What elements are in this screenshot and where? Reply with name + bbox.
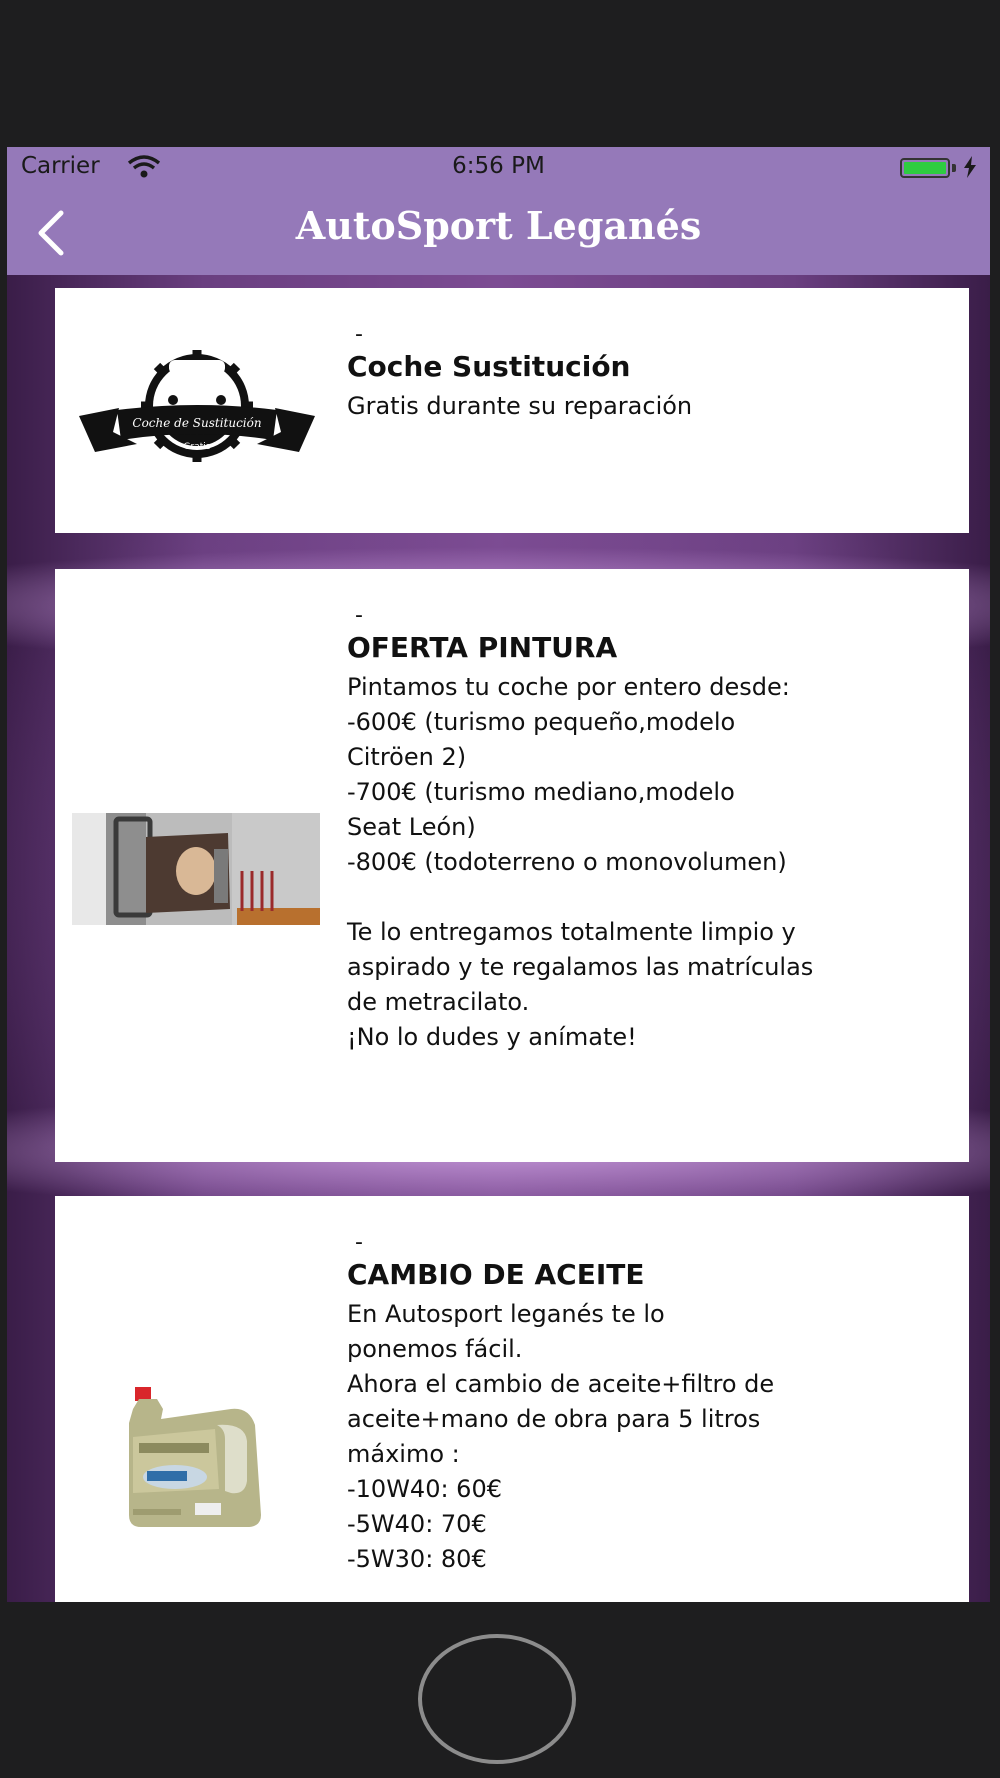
badge-subtext: Gratis <box>183 442 211 452</box>
card-dash: - <box>355 603 363 628</box>
car-paint-booth-photo <box>72 813 320 925</box>
offer-card-coche-sustitucion[interactable] <box>55 288 969 533</box>
card-title: Coche Sustitución <box>347 350 631 383</box>
replacement-car-badge-image <box>77 348 317 473</box>
offer-card-oferta-pintura[interactable] <box>55 569 969 1162</box>
card-description: Gratis durante su reparación <box>347 392 693 420</box>
app-screen <box>7 147 990 1602</box>
home-button[interactable] <box>418 1634 576 1764</box>
card-title: OFERTA PINTURA <box>347 631 618 664</box>
card-dash: - <box>355 322 363 347</box>
battery-cap <box>952 164 956 172</box>
offer-card-cambio-aceite[interactable] <box>55 1196 969 1602</box>
card-title: CAMBIO DE ACEITE <box>347 1258 645 1291</box>
bolt-icon <box>962 156 978 178</box>
card-text <box>347 1232 927 1577</box>
carrier-label: Carrier <box>21 153 100 179</box>
navigation-bar <box>7 147 990 275</box>
battery-icon <box>900 158 950 178</box>
card-description: Pintamos tu coche por entero desde: -600€ (turismo pequeño,modelo Citröen 2) -700€ (turismo mediano,modelo Seat León) -800€ (todoterreno o monovolumen) Te lo entregamos totalmente limpio y aspirado y te regalamos las matrículas de metracilato. ¡No lo dudes y anímate! <box>347 673 814 1051</box>
card-text <box>347 605 927 1055</box>
card-text <box>347 324 927 424</box>
status-bar <box>7 147 990 187</box>
badge-text: Coche de Sustitución <box>132 416 262 430</box>
card-description: En Autosport leganés te lo ponemos fácil. Ahora el cambio de aceite+filtro de aceite+mano de obra para 5 litros máximo : -10W40: 60€ -5W40: 70€ -5W30: 80€ <box>347 1300 775 1573</box>
battery-level <box>904 162 946 174</box>
status-time: 6:56 PM <box>452 153 545 179</box>
card-dash: - <box>355 1230 363 1255</box>
oil-bottle-image <box>121 1381 271 1531</box>
nav-title: AutoSport Leganés <box>295 203 702 248</box>
